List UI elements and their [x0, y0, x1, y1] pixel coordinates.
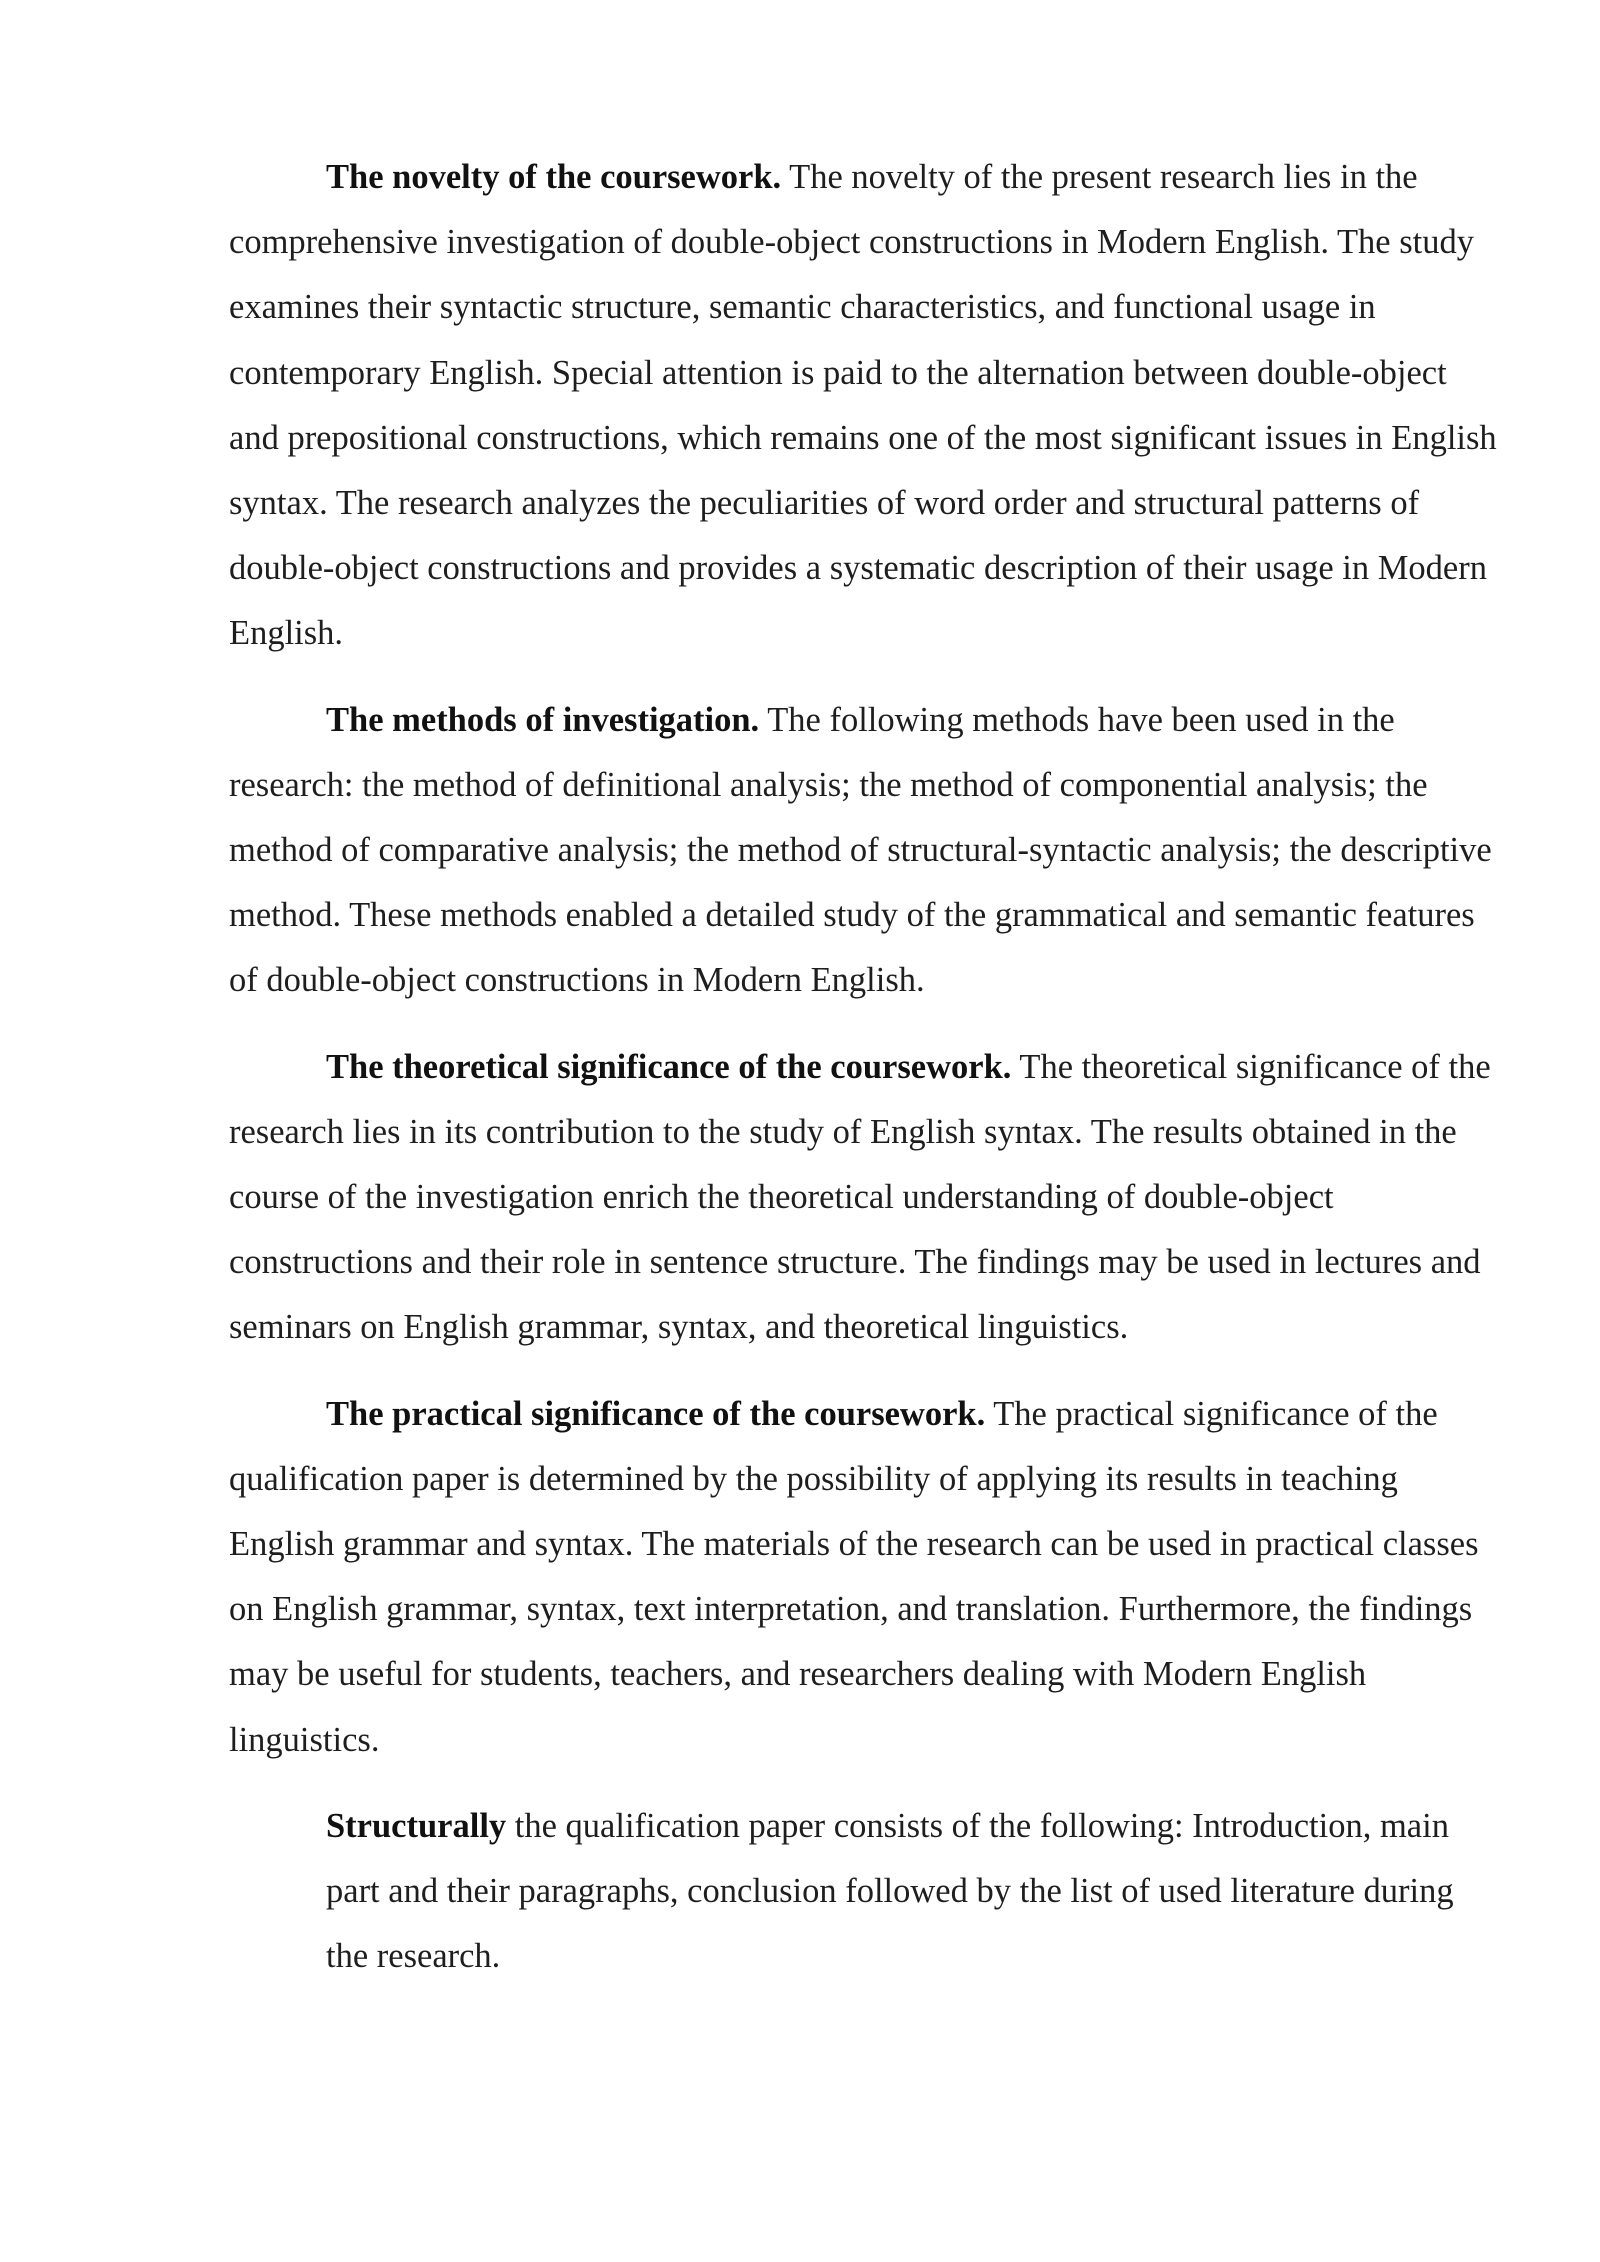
paragraph-heading-practical-significance: The practical significance of the coursework. — [326, 1394, 986, 1433]
document-body — [229, 145, 1499, 2010]
paragraph-heading-novelty: The novelty of the coursework. — [326, 158, 782, 196]
paragraph-structure — [229, 1794, 1499, 1990]
paragraph-novelty — [229, 145, 1499, 667]
paragraph-heading-structure: Structurally — [326, 1806, 507, 1845]
paragraph-text-methods: The following methods have been used in the research: the method of definitional analysis; the method of componential analysis; the method of comparative analysis; the method of structural-syntactic analysis; the descriptive method. These methods enabled a detailed study of the grammatical and semantic features of double-object constructions in Modern English. — [229, 700, 1492, 1000]
paragraph-theoretical-significance — [229, 1035, 1499, 1361]
paragraph-practical-significance — [229, 1382, 1499, 1773]
paragraph-text-structure: the qualification paper consists of the following: Introduction, main part and their paragraphs, conclusion followed by the list of used literature during the research. — [326, 1806, 1454, 1976]
paragraph-heading-methods: The methods of investigation. — [326, 700, 760, 739]
paragraph-text-practical-significance: The practical significance of the qualification paper is determined by the possibility of applying its results in teaching English grammar and syntax. The materials of the research can be used in practical classes on English grammar, syntax, text interpretation, and translation. Furthermore, the findings may be useful for students, teachers, and researchers dealing with Modern English linguistics. — [229, 1394, 1479, 1759]
paragraph-heading-theoretical-significance: The theoretical significance of the coursework. — [326, 1047, 1012, 1086]
paragraph-text-novelty: The novelty of the present research lies in the comprehensive investigation of double-object constructions in Modern English. The study examines their syntactic structure, semantic characteristics, and functional usage in contemporary English. Special attention is paid to the alternation between double-object and prepositional constructions, which remains one of the most significant issues in English syntax. The research analyzes the peculiarities of word order and structural patterns of double-object constructions and provides a systematic description of their usage in Modern English. — [229, 158, 1497, 653]
paragraph-methods — [229, 688, 1499, 1014]
paragraph-text-theoretical-significance: The theoretical significance of the research lies in its contribution to the study of English syntax. The results obtained in the course of the investigation enrich the theoretical understanding of double-object constructions and their role in sentence structure. The findings may be used in lectures and seminars on English grammar, syntax, and theoretical linguistics. — [229, 1047, 1491, 1347]
